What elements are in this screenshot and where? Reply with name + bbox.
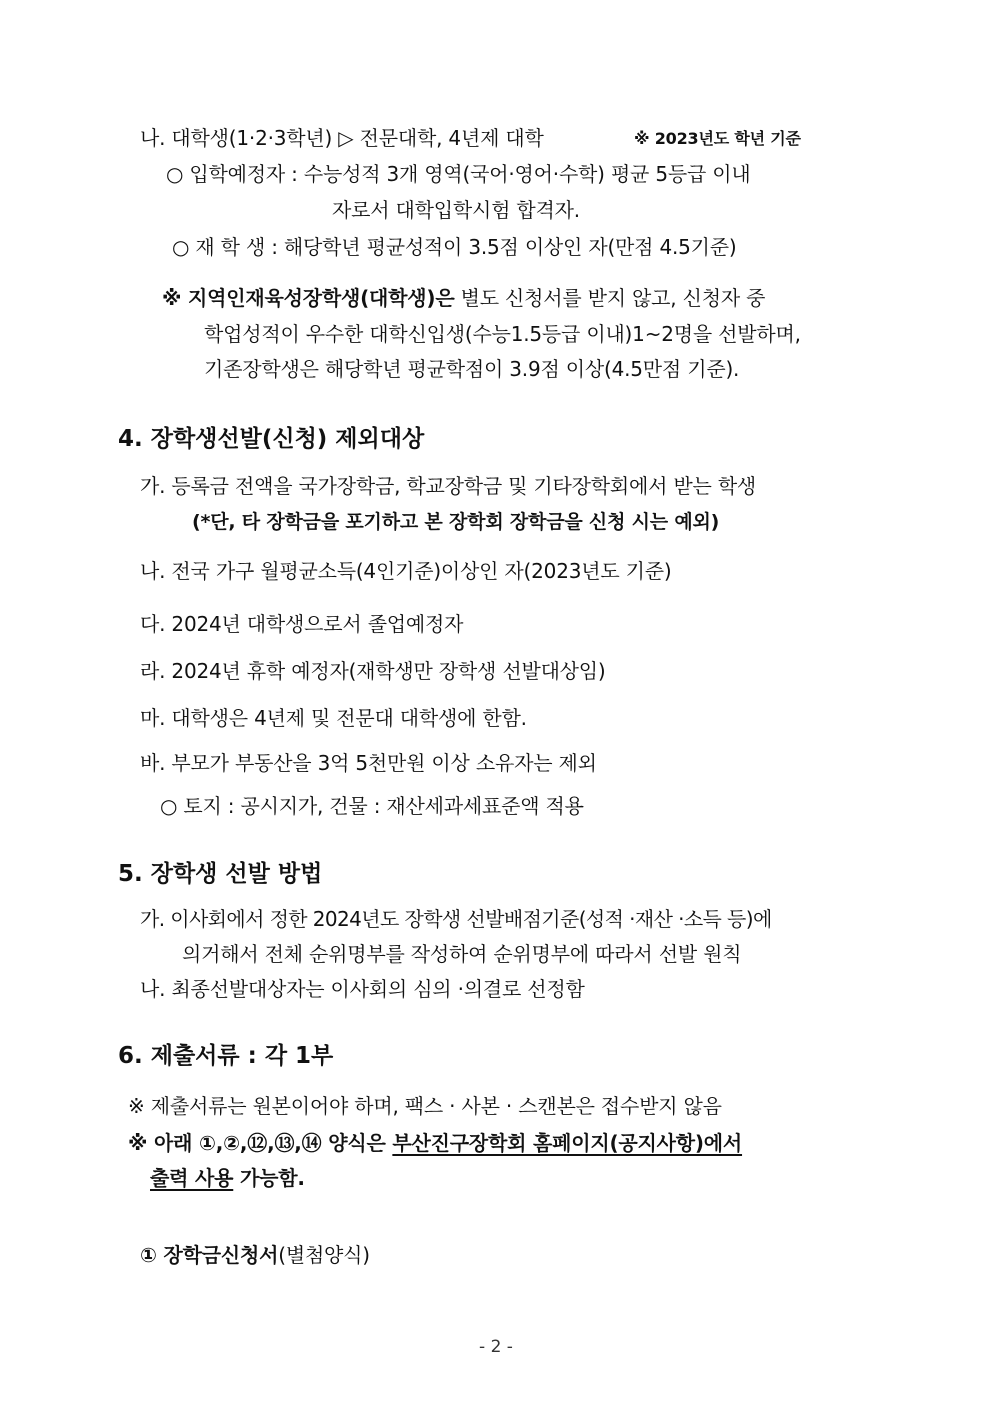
university-student-line <box>140 124 544 152</box>
documents-form-note-line2 <box>150 1164 305 1192</box>
regional-scholar-note-line1 <box>162 284 765 312</box>
exclusion-ba-sub: ○ 토지 : 공시지가, 건물 : 재산세과세표준액 적용 <box>160 794 584 818</box>
selection-ga-line1: 가. 이사회에서 정한 2024년도 장학생 선발배점기준(성적 ·재산 ·소득 등)에 <box>140 907 772 931</box>
regional-scholar-title: 지역인재육성장학생(대학생)은 <box>188 286 455 310</box>
note-mark: ※ <box>162 286 189 310</box>
entrant-criteria-line2: 자로서 대학입학시험 합격자. <box>332 198 580 222</box>
enrolled-criteria: ○ 재 학 생 : 해당학년 평균성적이 3.5점 이상인 자(만점 4.5기준) <box>172 235 737 259</box>
exclusion-ba: 바. 부모가 부동산을 3억 5천만원 이상 소유자는 제외 <box>140 751 597 775</box>
selection-na: 나. 최종선발대상자는 이사회의 심의 ·의결로 선정함 <box>140 977 585 1001</box>
print-use-text: 출력 사용 <box>150 1166 234 1190</box>
homepage-notice-link[interactable]: 부산진구장학회 홈페이지(공지사항)에서 <box>392 1131 743 1155</box>
section6-heading: 6. 제출서류 : 각 1부 <box>118 1043 334 1069</box>
form-note-end: 가능함. <box>233 1166 305 1190</box>
exclusion-da: 다. 2024년 대학생으로서 졸업예정자 <box>140 612 464 636</box>
documents-form-note-line1 <box>128 1129 742 1157</box>
regional-scholar-note-line2: 학업성적이 우수한 대학신입생(수능1.5등급 이내)1~2명을 선발하며, <box>204 322 801 346</box>
regional-scholar-note-line3: 기존장학생은 해당학년 평균학점이 3.9점 이상(4.5만점 기준). <box>204 357 740 381</box>
exclusion-ma: 마. 대학생은 4년제 및 전문대 대학생에 한함. <box>140 706 527 730</box>
university-student-text: 나. 대학생(1·2·3학년) ▷ 전문대학, 4년제 대학 <box>140 126 544 150</box>
document-item-1 <box>140 1241 370 1269</box>
selection-ga-line2: 의거해서 전체 순위명부를 작성하여 순위명부에 따라서 선발 원칙 <box>182 942 742 966</box>
year-basis-note: ※ 2023년도 학년 기준 <box>634 129 801 148</box>
section4-heading: 4. 장학생선발(신청) 제외대상 <box>118 426 425 452</box>
page-number: - 2 - <box>479 1337 513 1357</box>
entrant-criteria-line1: ○ 입학예정자 : 수능성적 3개 영역(국어·영어·수학) 평균 5등급 이내 <box>166 162 751 186</box>
exclusion-na: 나. 전국 가구 월평균소득(4인기준)이상인 자(2023년도 기준) <box>140 559 672 583</box>
exclusion-ra: 라. 2024년 휴학 예정자(재학생만 장학생 선발대상임) <box>140 659 606 683</box>
exclusion-ga: 가. 등록금 전액을 국가장학금, 학교장학금 및 기타장학회에서 받는 학생 <box>140 474 757 498</box>
item1-attachment: (별첨양식) <box>278 1243 370 1267</box>
documents-original-note: ※ 제출서류는 원본이어야 하며, 팩스 · 사본 · 스캔본은 접수받지 않음 <box>128 1094 722 1118</box>
exclusion-ga-note: (*단, 타 장학금을 포기하고 본 장학회 장학금을 신청 시는 예외) <box>192 511 720 533</box>
item1-title: ① 장학금신청서 <box>140 1243 279 1267</box>
section5-heading: 5. 장학생 선발 방법 <box>118 861 323 887</box>
regional-scholar-note-rest: 별도 신청서를 받지 않고, 신청자 중 <box>454 286 766 310</box>
form-note-text: ※ 아래 ①,②,⑫,⑬,⑭ 양식은 <box>128 1131 393 1155</box>
